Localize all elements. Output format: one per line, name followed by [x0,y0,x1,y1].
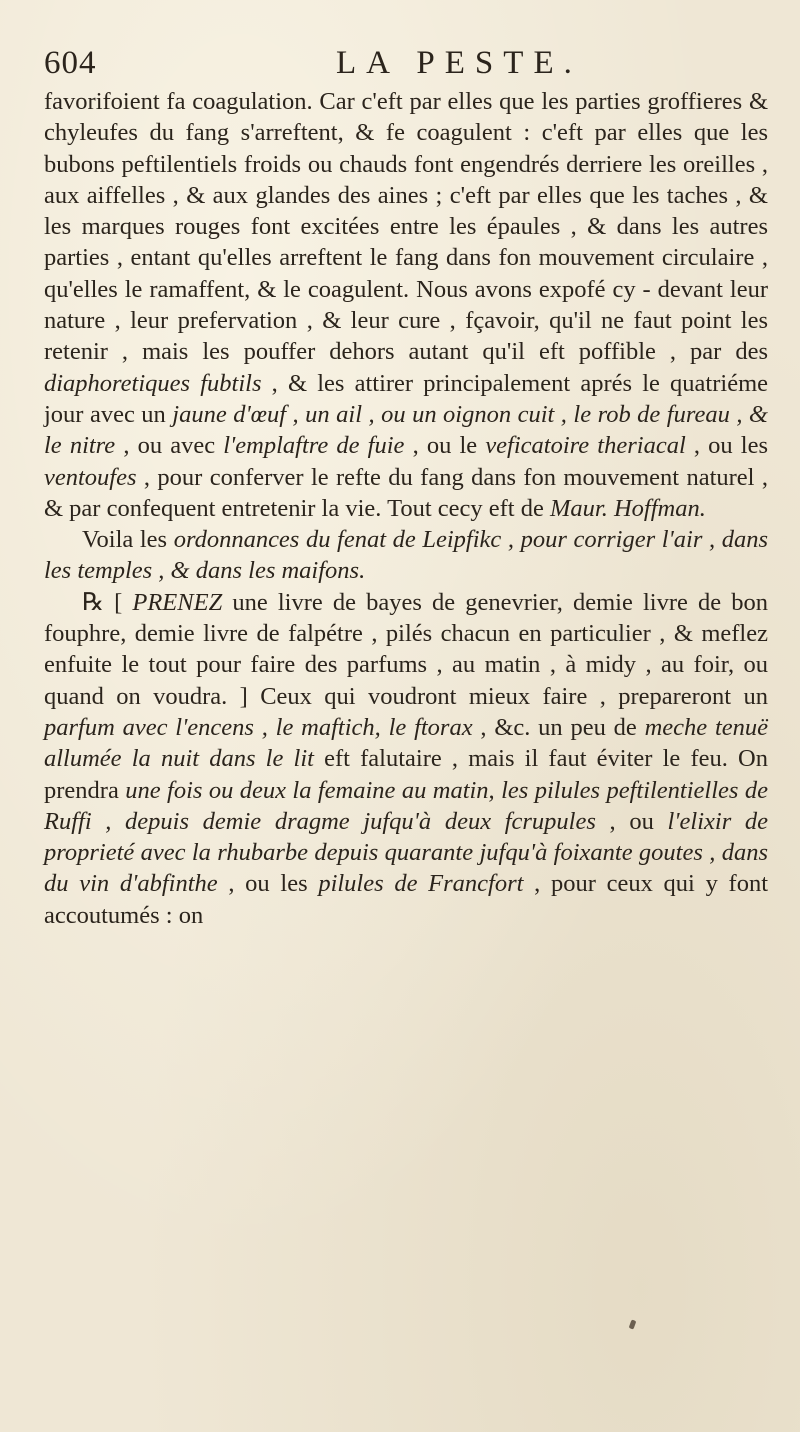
text-run: favorifoient fa coagulation. Car c'eft par elles que les parties groffieres & chyleufes du fang s'arreftent, & fe coagulent : c'eft par elles que les bubons peftilentiels froids ou chauds font engendrés derriere les oreilles , aux aiffelles , & aux glandes des aines ; c'eft par elles que les taches , & les marques rouges font excitées entre les épaules , & dans les autres parties , entant qu'elles arreftent le fang dans fon mouvement circulaire , qu'elles le ramaffent, & le coagulent. Nous avons expofé cy - devant leur nature , leur prefervation , & leur cure , fçavoir, qu'il ne faut point les retenir , mais les pouffer dehors autant qu'il eft poffible , par des [44,88,768,366]
running-title: LA PESTE. [336,45,582,81]
text-run: eft falutaire , mais il faut éviter le feu. On prendra [44,745,768,804]
ink-mark [629,1319,637,1329]
page-header [44,40,764,86]
italic-run: veficatoire theriacal [485,432,686,460]
italic-run: pilules de Francfort [318,870,524,898]
italic-run: l'elixir de proprieté avec la rhubarbe depuis quarante jufqu'à foixante goutes , dans du vin d'abfinthe [44,807,769,898]
italic-run: une fois ou deux la femaine au matin, les pilules peftilentielles de Ruffi , depuis demie dragme jufqu'à deux fcrupules [44,776,768,835]
text-run: , ou les [685,432,769,460]
text-run: , ou les [217,870,319,898]
italic-run: meche tenuë allumée la nuit dans le lit [44,713,768,773]
italic-run: jaune d'œuf , un ail , ou un oignon cuit , le rob de fureau , & le nitre [44,400,768,460]
page-number: 604 [44,45,97,81]
text-run: , ou avec [115,432,224,460]
body-text [44,86,768,931]
paragraph-3 [44,587,768,931]
text-run: une livre de bayes de genevrier, demie livre de bon fouphre, demie livre de falpétre , pilés chacun en particulier , & meflez enfuite le tout pour faire des parfums , au matin , à midy , au foir, ou quand on voudra. ] Ceux qui voudront mieux faire , prepareront un [44,588,768,710]
text-run: , ou le [404,432,486,460]
text-run: , ou [595,807,668,835]
text-run: , pour conferver le refte du fang dans fon mouvement naturel , & par confequent entretenir la vie. Tout cecy eft de [44,463,768,522]
italic-run: ordonnances du fenat de Leipfikc , pour corriger l'air , dans les temples , & dans les maifons. [44,526,768,585]
italic-run: l'emplaftre de fuie [223,432,405,460]
paragraph-1 [44,86,768,524]
author-reference: Maur. Hoffman. [549,494,706,522]
text-run: , pour ceux qui y font accoutumés : on [44,870,768,929]
paragraph-2 [44,524,768,587]
text-run: [ [103,588,133,616]
italic-run: PRENEZ [132,588,223,616]
text-run: Voila les [82,526,174,554]
italic-run: ventoufes [44,463,137,491]
text-run: , & les attirer principalement aprés le quatriéme jour avec un [44,369,768,428]
italic-run: parfum avec l'encens , le maftich, le ftorax [44,713,473,741]
recipe-symbol: ℞ [82,588,104,616]
italic-run: diaphoretiques fubtils [44,369,262,397]
text-run: , &c. un peu de [472,713,645,741]
